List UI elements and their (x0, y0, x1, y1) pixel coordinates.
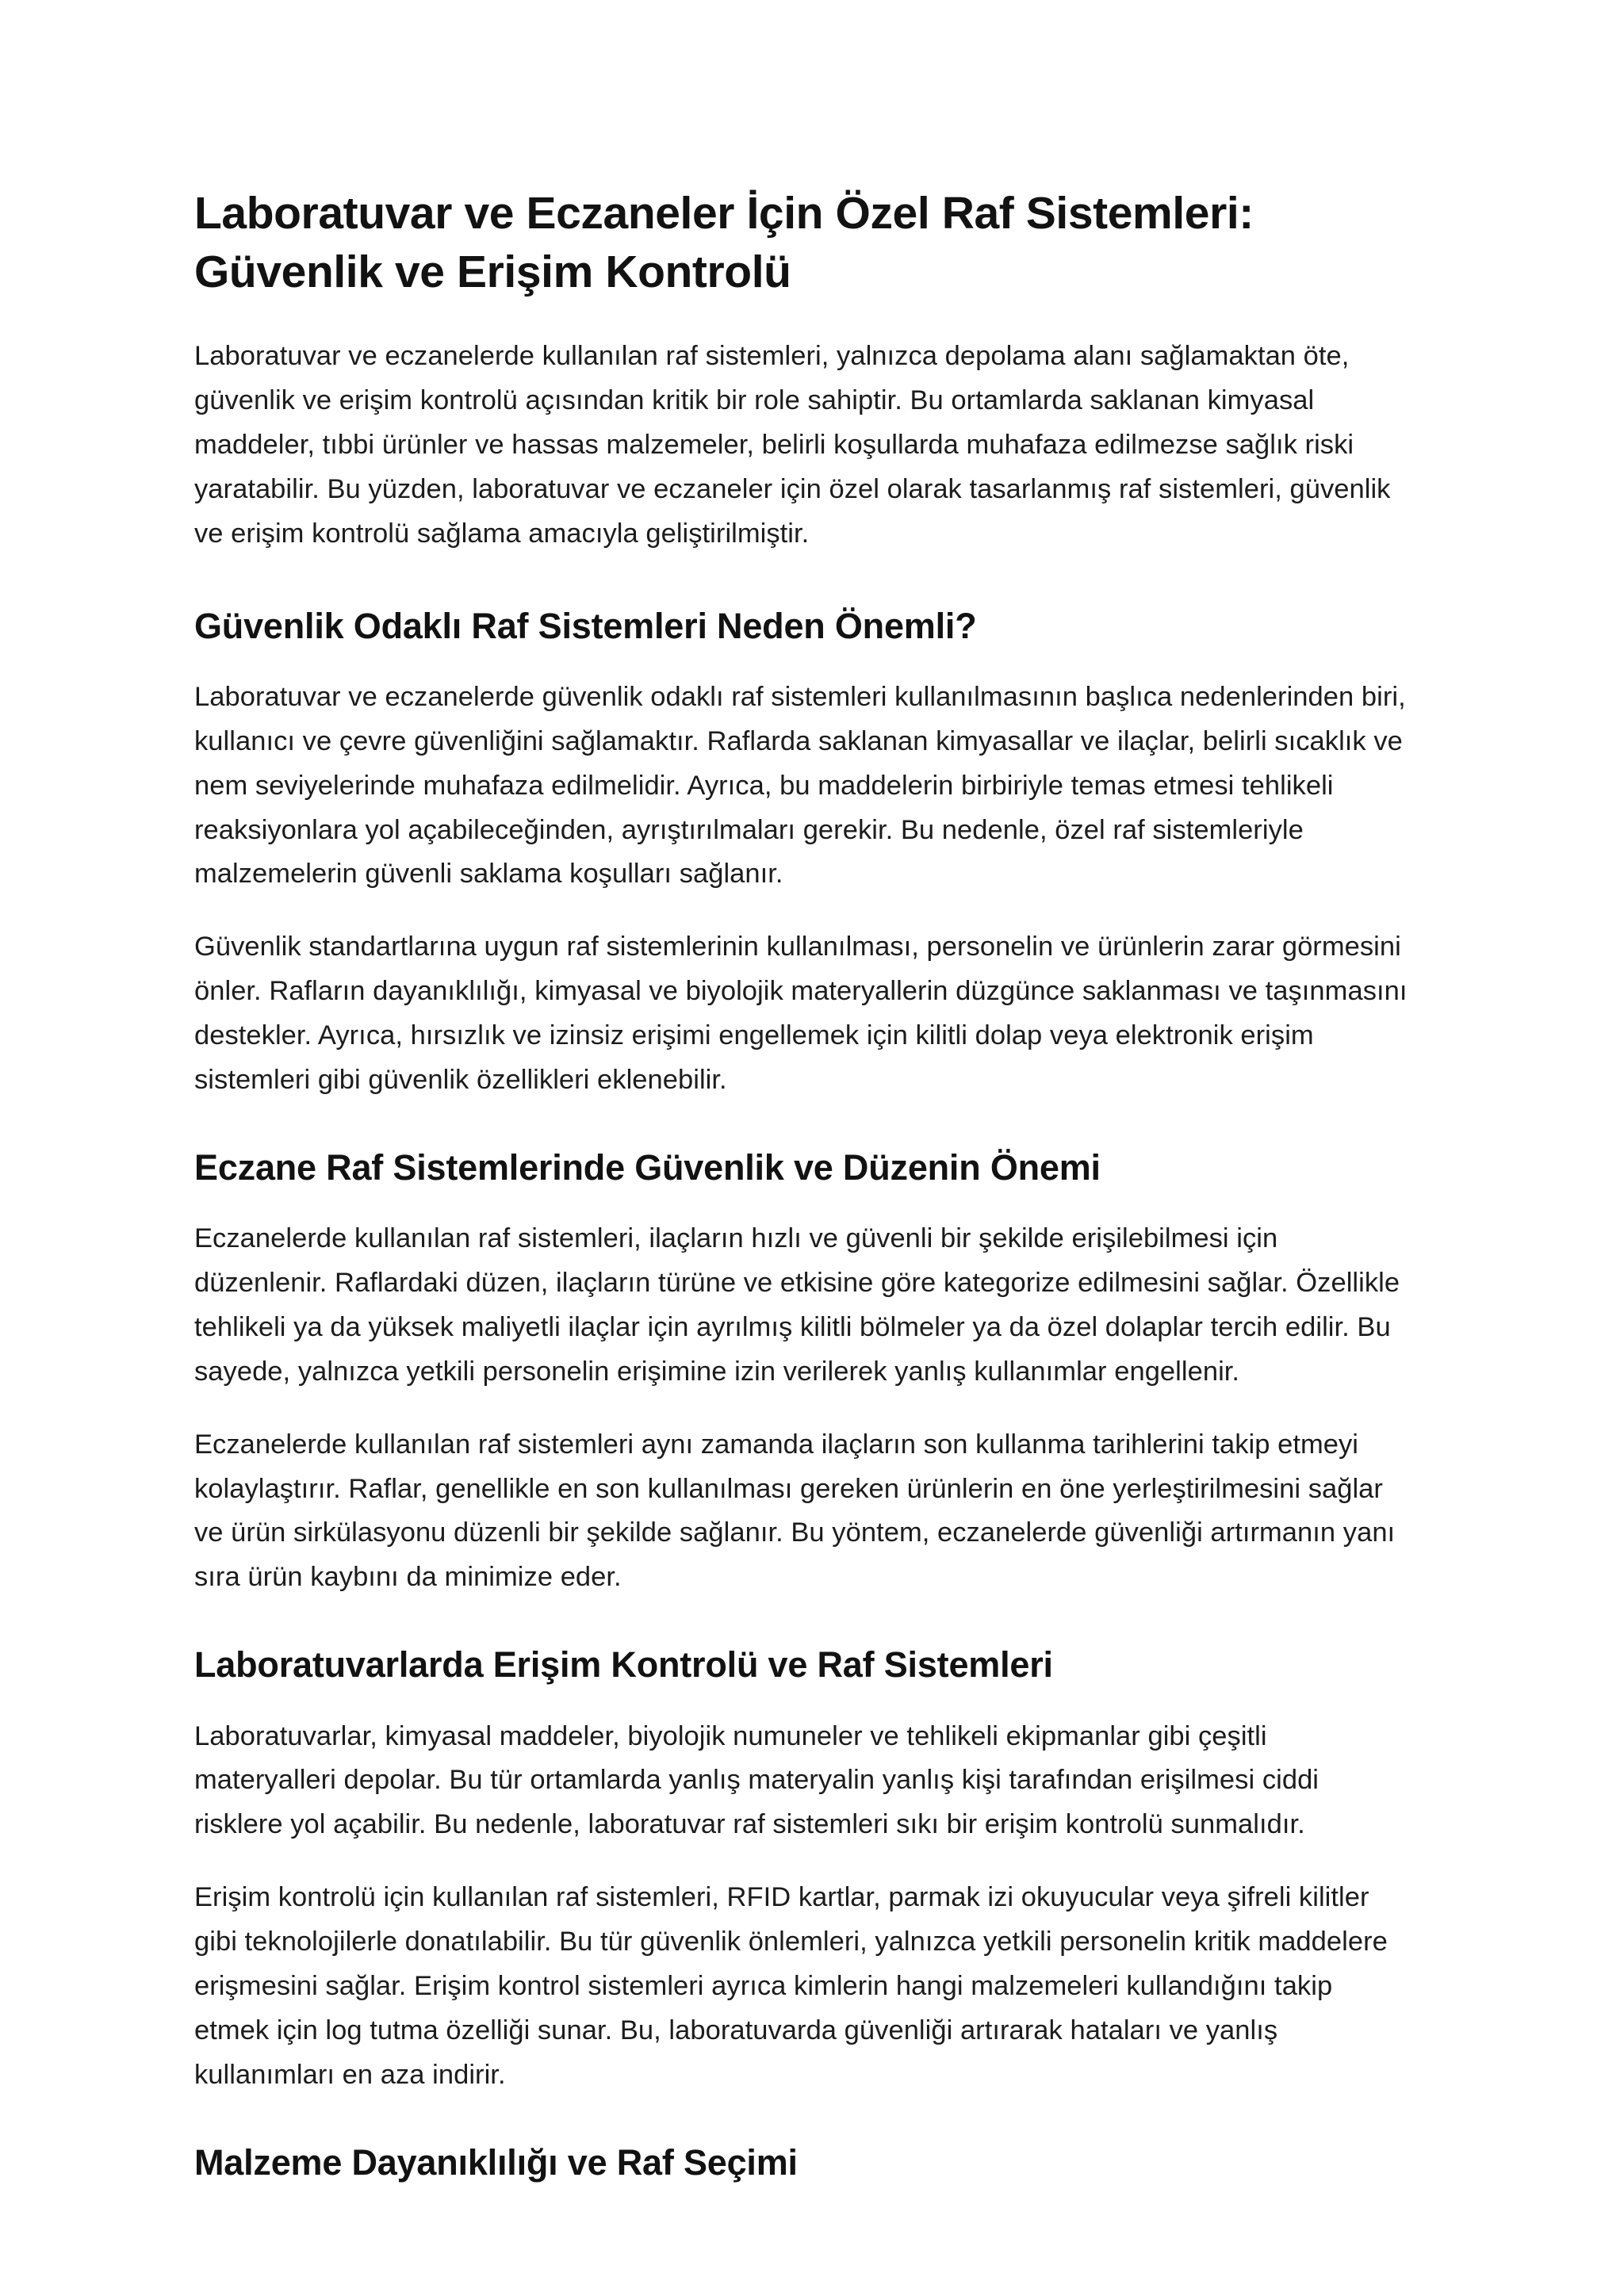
intro-paragraph: Laboratuvar ve eczanelerde kullanılan raf sistemleri, yalnızca depolama alanı sağlamaktan öte, güvenlik ve erişim kontrolü açısından kritik bir role sahiptir. Bu ortamlarda saklanan kimyasal maddeler, tıbbi ürünler ve hassas malzemeler, belirli koşullarda muhafaza edilmezse sağlık riski yaratabilir. Bu yüzden, laboratuvar ve eczaneler için özel olarak tasarlanmış raf sistemleri, güvenlik ve erişim kontrolü sağlama amacıyla geliştirilmiştir. (194, 341, 1391, 549)
page-title: Laboratuvar ve Eczaneler İçin Özel Raf Sistemleri: Güvenlik ve Erişim Kontrolü (194, 188, 1254, 298)
section-eczane-raf (194, 1144, 1411, 1600)
article-body (194, 184, 1411, 2186)
section-heading-malzeme-dayanikliligi: Malzeme Dayanıklılığı ve Raf Seçimi (194, 2141, 798, 2183)
section-malzeme-dayanikliligi (194, 2139, 1411, 2186)
section-paragraph: Laboratuvarlar, kimyasal maddeler, biyolojik numuneler ve tehlikeli ekipmanlar gibi çeşitli materyalleri depolar. Bu tür ortamlarda yanlış materyalin yanlış kişi tarafından erişilmesi ciddi risklere yol açabilir. Bu nedenle, laboratuvar raf sistemleri sıkı bir erişim kontrolü sunmalıdır. (194, 1720, 1320, 1840)
section-heading-eczane-raf: Eczane Raf Sistemlerinde Güvenlik ve Düzenin Önemi (194, 1146, 1101, 1188)
section-paragraph: Laboratuvar ve eczanelerde güvenlik odaklı raf sistemleri kullanılmasının başlıca nedenlerinden biri, kullanıcı ve çevre güvenliğini sağlamaktır. Raflarda saklanan kimyasallar ve ilaçlar, belirli sıcaklık ve nem seviyelerinde muhafaza edilmelidir. Ayrıca, bu maddelerin birbiriyle temas etmesi tehlikeli reaksiyonlara yol açabileceğinden, ayrıştırılmaları gerekir. Bu nedenle, özel raf sistemleriyle malzemelerin güvenli saklama koşulları sağlanır. (194, 681, 1406, 890)
section-heading-guvenlik-odakli: Güvenlik Odaklı Raf Sistemleri Neden Önemli? (194, 605, 977, 646)
section-guvenlik-odakli (194, 603, 1411, 1103)
section-paragraph: Erişim kontrolü için kullanılan raf sistemleri, RFID kartlar, parmak izi okuyucular veya şifreli kilitler gibi teknolojilerle donatılabilir. Bu tür güvenlik önlemleri, yalnızca yetkili personelin kritik maddelere erişmesini sağlar. Erişim kontrol sistemleri ayrıca kimlerin hangi malzemeleri kullandığını takip etmek için log tutma özelliği sunar. Bu, laboratuvarda güvenliği artırarak hataları ve yanlış kullanımları en aza indirir. (194, 1882, 1388, 2090)
section-laboratuvar-erisim (194, 1641, 1411, 2097)
section-paragraph: Eczanelerde kullanılan raf sistemleri, ilaçların hızlı ve güvenli bir şekilde erişilebilmesi için düzenlenir. Raflardaki düzen, ilaçların türüne ve etkisine göre kategorize edilmesini sağlar. Özellikle tehlikeli ya da yüksek maliyetli ilaçlar için ayrılmış kilitli bölmeler ya da özel dolaplar tercih edilir. Bu sayede, yalnızca yetkili personelin erişimine izin verilerek yanlış kullanımlar engellenir. (194, 1223, 1400, 1387)
section-heading-laboratuvar-erisim: Laboratuvarlarda Erişim Kontrolü ve Raf Sistemleri (194, 1644, 1053, 1686)
section-paragraph: Güvenlik standartlarına uygun raf sistemlerinin kullanılması, personelin ve ürünlerin zarar görmesini önler. Rafların dayanıklılığı, kimyasal ve biyolojik materyallerin düzgünce saklanması ve taşınmasını destekler. Ayrıca, hırsızlık ve izinsiz erişimi engellemek için kilitli dolap veya elektronik erişim sistemleri gibi güvenlik özellikleri eklenebilir. (194, 932, 1408, 1095)
section-paragraph: Eczanelerde kullanılan raf sistemleri aynı zamanda ilaçların son kullanma tarihlerini takip etmeyi kolaylaştırır. Raflar, genellikle en son kullanılması gereken ürünlerin en öne yerleştirilmesini sağlar ve ürün sirkülasyonu düzenli bir şekilde sağlanır. Bu yöntem, eczanelerde güvenliği artırmanın yanı sıra ürün kaybını da minimize eder. (194, 1429, 1396, 1593)
